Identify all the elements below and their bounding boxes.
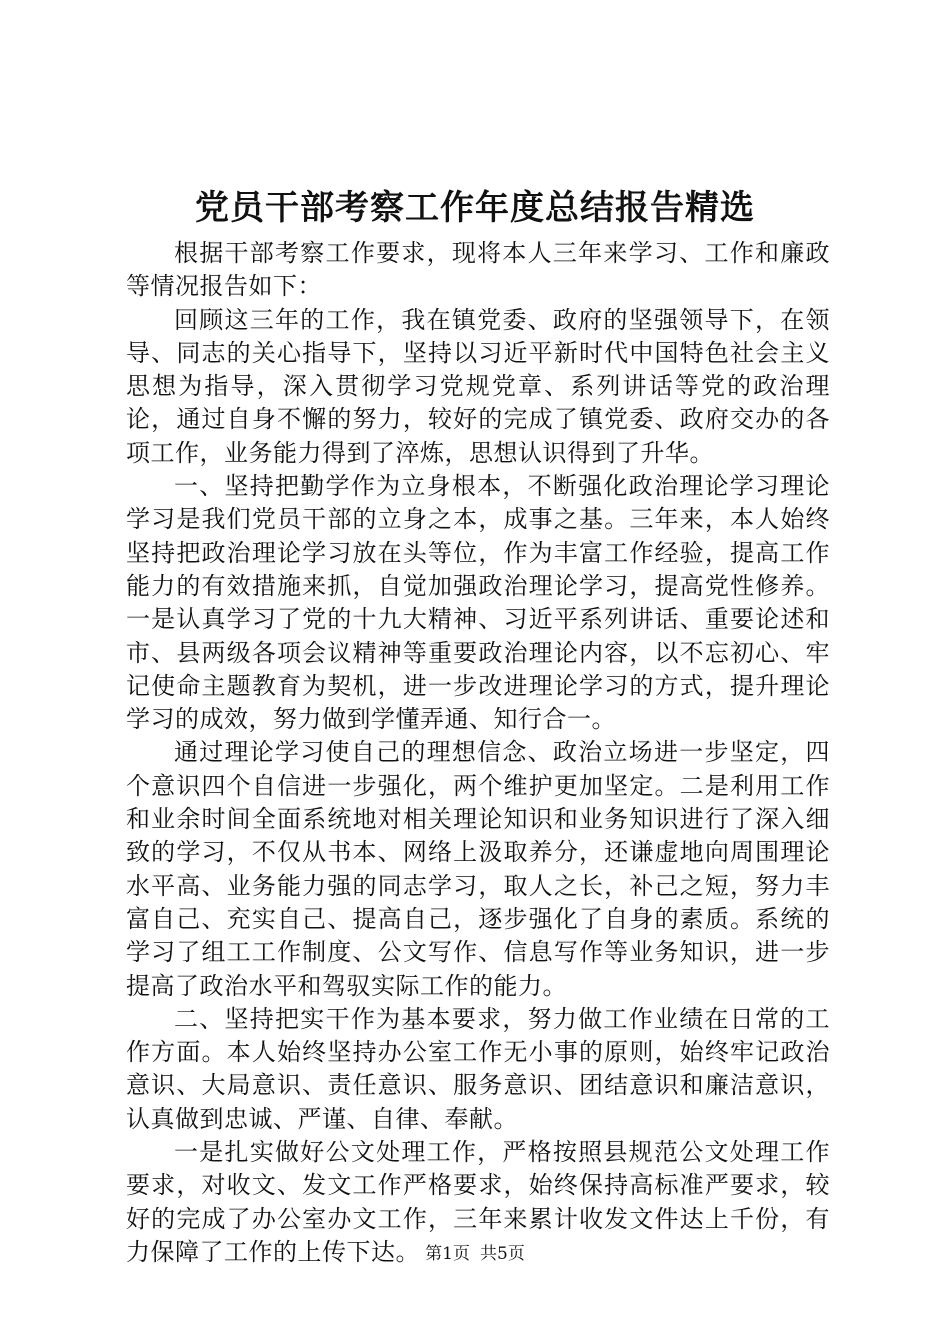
paragraph-section-one: 一、坚持把勤学作为立身根本，不断强化政治理论学习理论学习是我们党员干部的立身之本，成事之基。三年来，本人始终坚持把政治理论学习放在头等位，作为丰富工作经验，提高工作能力的有效措施来抓，自觉加强政治理论学习，提高党性修养。一是认真学习了党的十九大精神、习近平系列讲话、重要论述和市、县两级各项会议精神等重要政治理论内容，以不忘初心、牢记使命主题教育为契机，进一步改进理论学习的方式，提升理论学习的成效，努力做到学懂弄通、知行合一。 — [126, 472, 830, 734]
page-number-total: 共5页 — [480, 1244, 525, 1264]
paragraph-review: 回顾这三年的工作，我在镇党委、政府的坚强领导下，在领导、同志的关心指导下，坚持以习近平新时代中国特色社会主义思想为指导，深入贯彻学习党规党章、系列讲话等党的政治理论，通过自身不懈的努力，较好的完成了镇党委、政府交办的各项工作，业务能力得到了淬炼，思想认识得到了升华。 — [126, 305, 830, 467]
document-title: 党员干部考察工作年度总结报告精选 — [195, 188, 755, 228]
paragraph-section-two: 二、坚持把实干作为基本要求，努力做工作业绩在日常的工作方面。本人始终坚持办公室工作无小事的原则，始终牢记政治意识、大局意识、责任意识、服务意识、团结意识和廉洁意识，认真做到忠诚、严谨、自律、奉献。 — [126, 1004, 830, 1133]
paragraph-document-handling: 一是扎实做好公文处理工作，严格按照县规范公文处理工作要求，对收文、发文工作严格要求，始终保持高标准严要求，较好的完成了办公室办文工作，三年来累计收发文件达上千份，有力保障了工作的上传下达。 — [126, 1138, 830, 1266]
document-body — [126, 237, 830, 1269]
page-number-current: 第1页 — [425, 1244, 470, 1264]
paragraph-theory-study: 通过理论学习使自己的理想信念、政治立场进一步坚定，四个意识四个自信进一步强化，两个维护更加坚定。二是利用工作和业余时间全面系统地对相关理论知识和业务知识进行了深入细致的学习，不仅从书本、网络上汲取养分，还谦虚地向周围理论水平高、业务能力强的同志学习，取人之长，补己之短，努力丰富自己、充实自己、提高自己，逐步强化了自身的素质。系统的学习了组工工作制度、公文写作、信息写作等业务知识，进一步提高了政治水平和驾驭实际工作的能力。 — [126, 738, 830, 1000]
page-footer — [0, 1243, 950, 1265]
paragraph-intro: 根据干部考察工作要求，现将本人三年来学习、工作和廉政等情况报告如下： — [126, 239, 830, 301]
